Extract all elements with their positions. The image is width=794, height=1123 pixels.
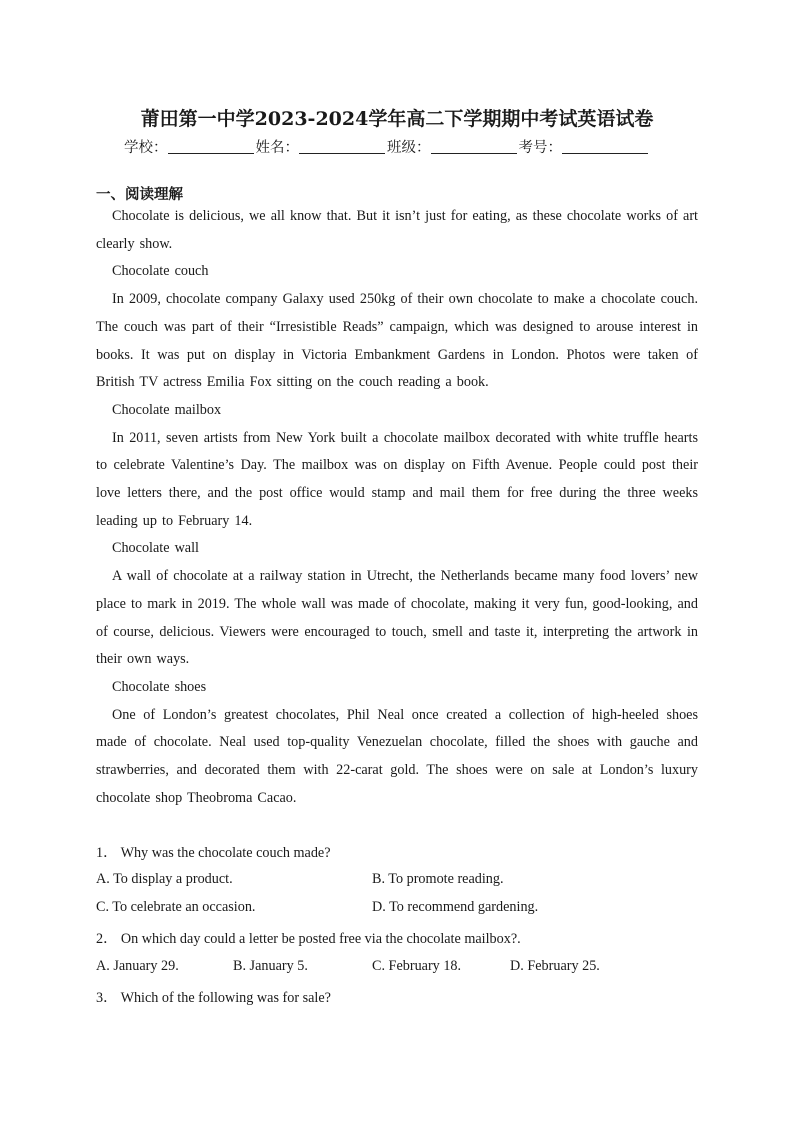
question-1-option-c[interactable]: C. To celebrate an occasion. [96,899,256,915]
reading-passage [96,203,698,812]
item-heading-shoes: Chocolate shoes [112,678,207,695]
exam-no-blank[interactable] [562,139,648,154]
passage-intro: Chocolate is delicious, we all know that. But it isn’t just for eating, as these chocolate works of art clearly show. [96,208,698,252]
exam-no-label: 考号： [518,140,562,156]
question-2-option-b[interactable]: B. January 5. [233,958,308,974]
question-1-option-d[interactable]: D. To recommend gardening. [372,899,539,915]
item-heading-wall: Chocolate wall [112,540,199,557]
student-info-line [124,136,684,157]
item-text-couch: In 2009, chocolate company Galaxy used 250kg of their own chocolate to make a chocolate couch. The couch was part of their “Irresistible Reads” campaign, which was designed to arouse interest in books. It was put on display in Victoria Embankment Gardens in London. Photos were taken of British TV actress Emilia Fox sitting on the couch reading a book. [96,291,698,391]
class-blank[interactable] [431,139,517,154]
question-1-option-a[interactable]: A. To display a product. [96,871,233,887]
page-title: 莆田第一中学2023-2024学年高二下学期期中考试英语试卷 [140,108,654,130]
item-heading-couch: Chocolate couch [112,263,209,280]
item-text-mailbox: In 2011, seven artists from New York built a chocolate mailbox decorated with white truffle hearts to celebrate Valentine’s Day. The mailbox was on display on Fifth Avenue. People could post their love letters there, and the post office would stamp and mail them for free during the three weeks leading up to February 14. [96,429,698,529]
school-blank[interactable] [168,139,254,154]
question-2-option-d[interactable]: D. February 25. [510,958,600,974]
name-blank[interactable] [299,139,385,154]
item-text-shoes: One of London’s greatest chocolates, Phil Neal once created a collection of high-heeled shoes made of chocolate. Neal used top-quality Venezuelan chocolate, filled the shoes with gauche and strawberries, and decorated them with 22-carat gold. The shoes were on sale at London’s luxury chocolate shop Theobroma Cacao. [96,706,698,806]
question-1-stem: 1． Why was the chocolate couch made? [96,845,331,861]
question-2-option-c[interactable]: C. February 18. [372,958,462,974]
section-heading: 一、阅读理解 [96,187,183,203]
name-label: 姓名： [255,140,299,156]
question-3-stem: 3． Which of the following was for sale? [96,990,331,1006]
item-text-wall: A wall of chocolate at a railway station in Utrecht, the Netherlands became many food lovers’ new place to mark in 2019. The whole wall was made of chocolate, making it very fun, good-looking, and of course, delicious. Viewers were encouraged to touch, smell and taste it, interpreting the artwork in their own ways. [96,568,698,668]
question-2-stem: 2． On which day could a letter be posted free via the chocolate mailbox?. [96,931,521,947]
question-2-option-a[interactable]: A. January 29. [96,958,179,974]
item-heading-mailbox: Chocolate mailbox [112,401,222,418]
question-1-option-b[interactable]: B. To promote reading. [372,871,504,887]
school-label: 学校： [124,140,168,156]
class-label: 班级： [387,140,431,156]
